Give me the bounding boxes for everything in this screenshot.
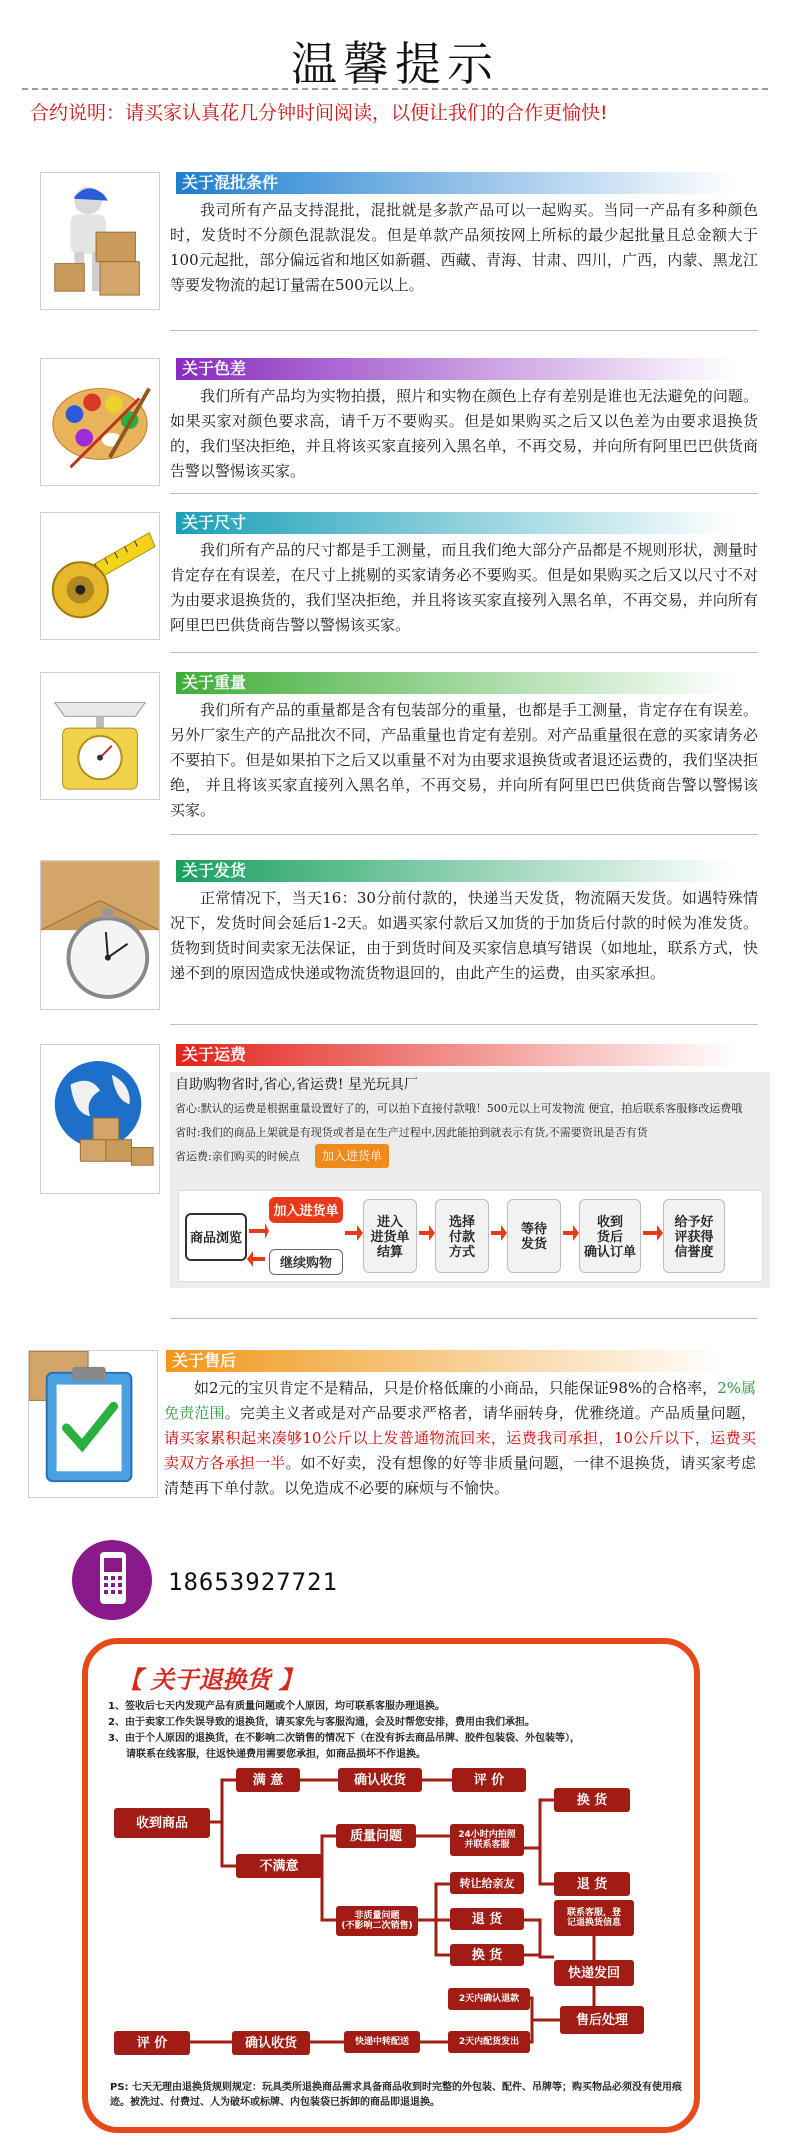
section-text-weight: 我们所有产品的重量都是含有包装部分的重量，也都是手工测量，肯定存在有误差。另外厂家生产的产品批次不同，产品重量也肯定有差别。对产品重量很在意的买家请务必不要拍下。但是如果拍下之后又以重量不对为由要求退换货或者退还运费的，我们坚决拒绝， 并且将该买家直接列入黑名单，不再交易，并向所有阿里巴巴供货商告警以警惕该买家。 [170,701,758,819]
paint-palette-icon [40,358,160,486]
stopwatch-icon [40,860,160,1010]
section-divider [170,493,758,494]
shipping-line-fee: 省运费:亲们购买的时候点 [175,1150,300,1163]
section-title-size: 关于尺寸 [176,512,736,534]
returns-rule-2: 2、由于卖家工作失误导致的退换货，请买家先与客服沟通，会及时帮您安排，费用由我们承担。 [108,1717,535,1728]
section-title-weight: 关于重量 [176,672,736,694]
return-node-confirm: 确认收货 [338,1768,422,1792]
section-title-mixed: 关于混批条件 [176,172,736,194]
after-sale-freight-rule: 请买家累积起来凑够10公斤以上发普通物流回来，运费我司承担，10公斤以下，运费买卖双方各承担一半 [164,1429,756,1472]
section-text-mixed: 我司所有产品支持混批，混批就是多款产品可以一起购买。当同一产品有多种颜色时，发货时不分颜色混款混发。但是单款产品须按网上所标的最少起批量且总金额大于100元起批，部分偏远省和地区如新疆、西藏、青海、甘肃、四川，广西，内蒙、黑龙江等要发物流的起订量需在500元以上。 [170,201,758,294]
flow-step-payment: 选择 付款 方式 [435,1199,489,1273]
after-sale-exempt: 2%属免责范围 [164,1379,757,1422]
returns-ps-note: PS: 七天无理由退换货规则规定：玩具类所退换商品需求具备商品收到时完整的外包装、配件、吊牌等；购买物品必须没有使用痕迹。被洗过、付费过、人为破坏或标牌、内包装袋已拆卸的商品即退退换。 [110,2082,683,2108]
section-divider [170,834,758,835]
returns-rule-1: 1、签收后七天内发现产品有质量问题或个人原因，均可联系客服办理退换。 [108,1701,445,1712]
flow-step-wait: 等待 发货 [507,1199,561,1273]
returns-rule-3: 3、由于个人原因的退换货，在不影响二次销售的情况下（在没有拆去商品吊牌、胶件包装袋、外包装等）， [108,1733,580,1744]
return-node-nonquality: 非质量问题 (不影响二次销售) [336,1906,418,1936]
weighing-scale-icon [40,672,160,800]
return-node-contact24: 24小时内拍照 并联系客服 [450,1824,524,1856]
phone-icon [72,1540,152,1620]
flow-step-settle: 进入 进货单 结算 [363,1199,417,1273]
add-to-cart-button[interactable]: 加入进货单 [315,1144,389,1168]
return-node-review: 评 价 [452,1768,526,1792]
shipping-line-peace: 省心:默认的运费是根据重量设置好了的，可以拍下直接付款哦！500元以上可发物流 便宜，拍后联系客服修改运费哦 [175,1102,743,1115]
purchase-flow [178,1190,763,1282]
section-text-size: 我们所有产品的尺寸都是手工测量，而且我们绝大部分产品都是不规则形状，测量时肯定存在有误差，在尺寸上挑剔的买家请务必不要购买。但是如果购买之后又以尺寸不对为由要求退换货的，我们坚决拒绝，并且将该买家直接列入黑名单，不再交易，并向所有阿里巴巴供货商告警以警惕该买家。 [170,541,758,634]
phone-number: 18653927721 [168,1568,338,1596]
return-node-refund-2: 退 货 [450,1908,524,1930]
flow-step-review: 给予好 评获得 信誉度 [663,1199,725,1273]
flow-step-confirm: 收到 货后 确认订单 [579,1199,641,1273]
return-node-cs-info: 联系客服，登 记退换货信息 [554,1900,634,1936]
section-text-after-sale [164,1376,756,1501]
return-node-refund-2days: 2天内确认退款 [448,1988,530,2010]
flow-browse: 商品浏览 [185,1213,247,1261]
return-node-express-back: 快递发回 [554,1960,634,1986]
page-title: 温馨提示 [291,37,499,91]
header-divider [22,88,768,90]
return-node-courier: 快递中转配送 [344,2031,420,2053]
section-divider [170,652,758,653]
section-divider [170,1318,758,1319]
globe-boxes-icon [40,1044,160,1194]
clipboard-check-icon [28,1350,158,1498]
flow-continue: 继续购物 [269,1249,343,1275]
after-sale-text-a: 如2元的宝贝肯定不是精品，只是价格低廉的小商品，只能保证98%的合格率， [194,1379,718,1397]
after-sale-text-c: 。完美主义者或是对产品要求严格者，请华丽转身，优雅绕道。产品质量问题， [224,1404,756,1422]
section-text-delivery: 正常情况下，当天16：30分前付款的，快递当天发货，物流隔天发货。如遇特殊情况下，发货时间会延后1-2天。如遇买家付款后又加货的于加货后付款的时候为准发货。货物到货时间卖家无法保证，由于到货时间及买家信息填写错误（如地址，联系方式，快递不到的原因造成快递或物流货物退回的，由此产生的运费，由买家承担。 [170,889,758,982]
flow-add-cart: 加入进货单 [269,1197,343,1223]
return-node-confirm-2: 确认收货 [232,2031,310,2055]
return-node-exchange-1: 换 货 [554,1788,630,1812]
return-node-exchange-2: 换 货 [450,1944,524,1966]
shipping-headline: 自助购物省时,省心,省运费! 星光玩具厂 [175,1077,418,1093]
tape-measure-icon [40,512,160,640]
return-node-received: 收到商品 [114,1808,210,1838]
delivery-man-icon [40,172,160,310]
section-title-color: 关于色差 [176,358,736,380]
return-node-refund-1: 退 货 [554,1872,630,1896]
return-node-satisfied: 满 意 [236,1768,300,1792]
section-divider [170,1024,758,1025]
section-title-shipping: 关于运费 [176,1044,736,1066]
contract-notice: 合约说明：请买家认真花几分钟时间阅读，以便让我们的合作更愉快! [30,102,608,124]
returns-rule-3b: 请联系在线客服，往返快递费用需要您承担，如商品损坏不作退换。 [126,1749,426,1760]
return-node-transfer: 转让给亲友 [450,1872,524,1894]
return-node-quality: 质量问题 [336,1824,416,1848]
returns-title: 【 关于退换货 】 [118,1666,303,1694]
return-node-unsatisfied: 不满意 [236,1854,322,1878]
section-text-color: 我们所有产品均为实物拍摄，照片和实物在颜色上存有差别是谁也无法避免的问题。如果买家对颜色要求高，请千万不要购买。但是如果购买之后又以色差为由要求退换货的，我们坚决拒绝，并且将该买家直接列入黑名单，不再交易，并向所有阿里巴巴供货商告警以警惕该买家。 [170,387,758,480]
section-title-after-sale: 关于售后 [166,1350,726,1372]
return-node-reship-2days: 2天内配货发出 [448,2031,530,2053]
return-node-after-sale: 售后处理 [560,2006,644,2034]
section-title-delivery: 关于发货 [176,860,736,882]
after-sale-text-e: 。如不好卖，没有想像的好等非质量问题，一律不退换货，请买家考虑清楚再下单付款。以免造成不必要的麻烦与不愉快。 [164,1454,756,1497]
shipping-line-time: 省时:我们的商品上架就是有现货或者是在生产过程中,因此能拍到就表示有货,不需要资讯是否有货 [175,1126,648,1139]
section-divider [170,330,758,331]
return-node-review-2: 评 价 [114,2031,190,2055]
